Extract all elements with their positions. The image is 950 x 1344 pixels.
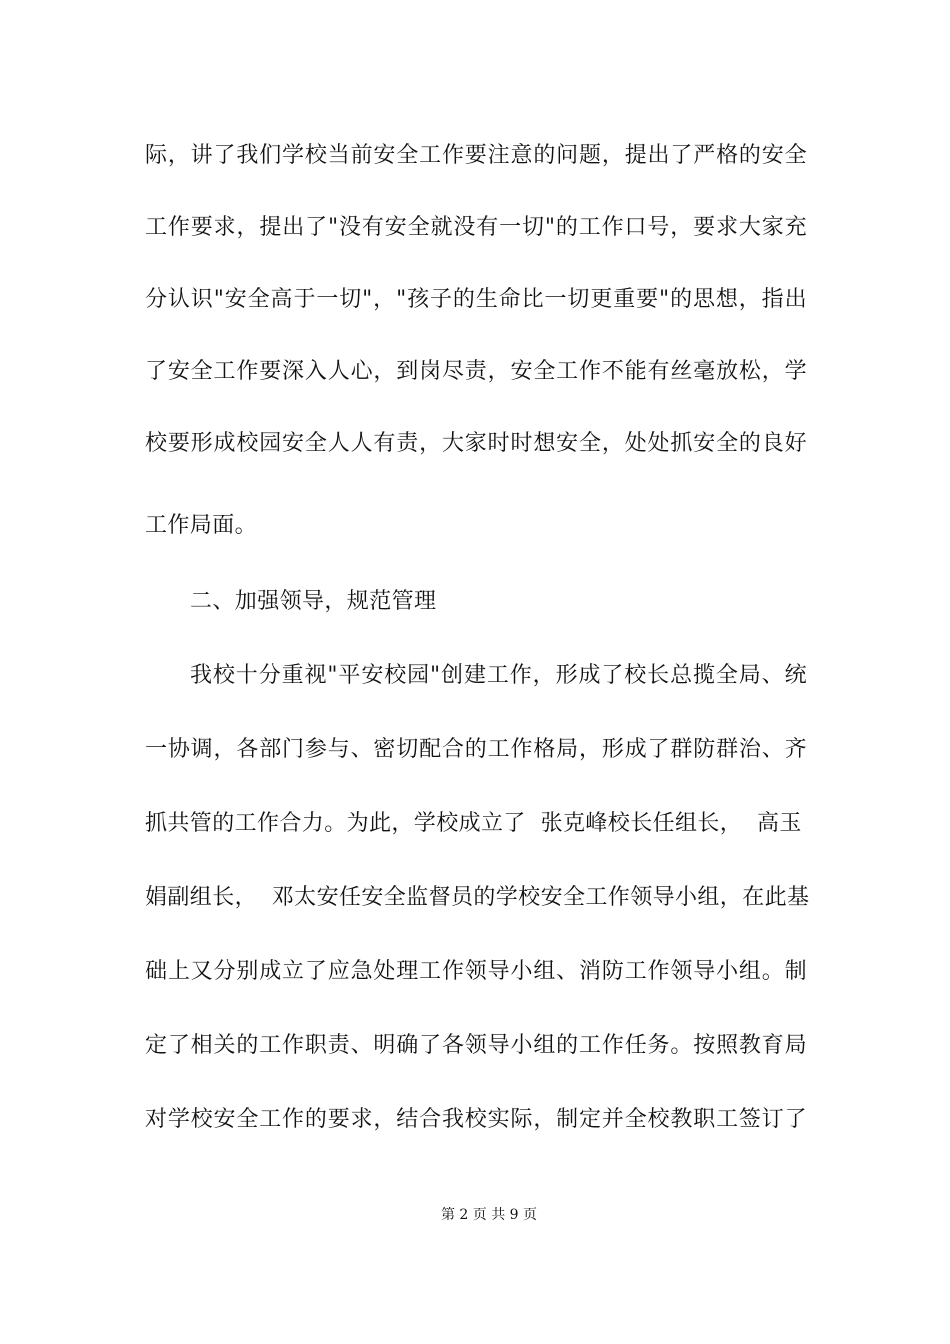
paragraph-line: 对学校安全工作的要求，结合我校实际，制定并全校教职工签订了 [145,1107,807,1132]
paragraph-line: 定了相关的工作职责、明确了各领导小组的工作任务。按照教育局 [145,1033,807,1058]
paragraph-line: 分认识"安全高于一切"，"孩子的生命比一切更重要"的思想，指出 [145,287,807,312]
paragraph-line: 校要形成校园安全人人有责，大家时时想安全，处处抓安全的良好 [145,431,807,456]
paragraph-line: 抓共管的工作合力。为此，学校成立了 张克峰校长任组长， 高玉 [145,811,802,836]
paragraph-line: 娟副组长， 邓太安任安全监督员的学校安全工作领导小组，在此基 [145,885,810,910]
paragraph-line: 际，讲了我们学校当前安全工作要注意的问题，提出了严格的安全 [145,143,807,168]
section-heading: 二、加强领导，规范管理 [190,589,437,614]
paragraph-line: 础上又分别成立了应急处理工作领导小组、消防工作领导小组。制 [145,959,807,984]
page-number-footer: 第 2 页 共 9 页 [440,1207,538,1223]
paragraph-line: 工作要求，提出了"没有安全就没有一切"的工作口号，要求大家充 [145,215,807,240]
paragraph-line: 一协调，各部门参与、密切配合的工作格局，形成了群防群治、齐 [145,737,807,762]
paragraph-line: 了安全工作要深入人心，到岗尽责，安全工作不能有丝毫放松，学 [145,359,807,384]
paragraph-line: 我校十分重视"平安校园"创建工作，形成了校长总揽全局、统 [190,663,807,688]
paragraph-line: 工作局面。 [145,513,258,538]
